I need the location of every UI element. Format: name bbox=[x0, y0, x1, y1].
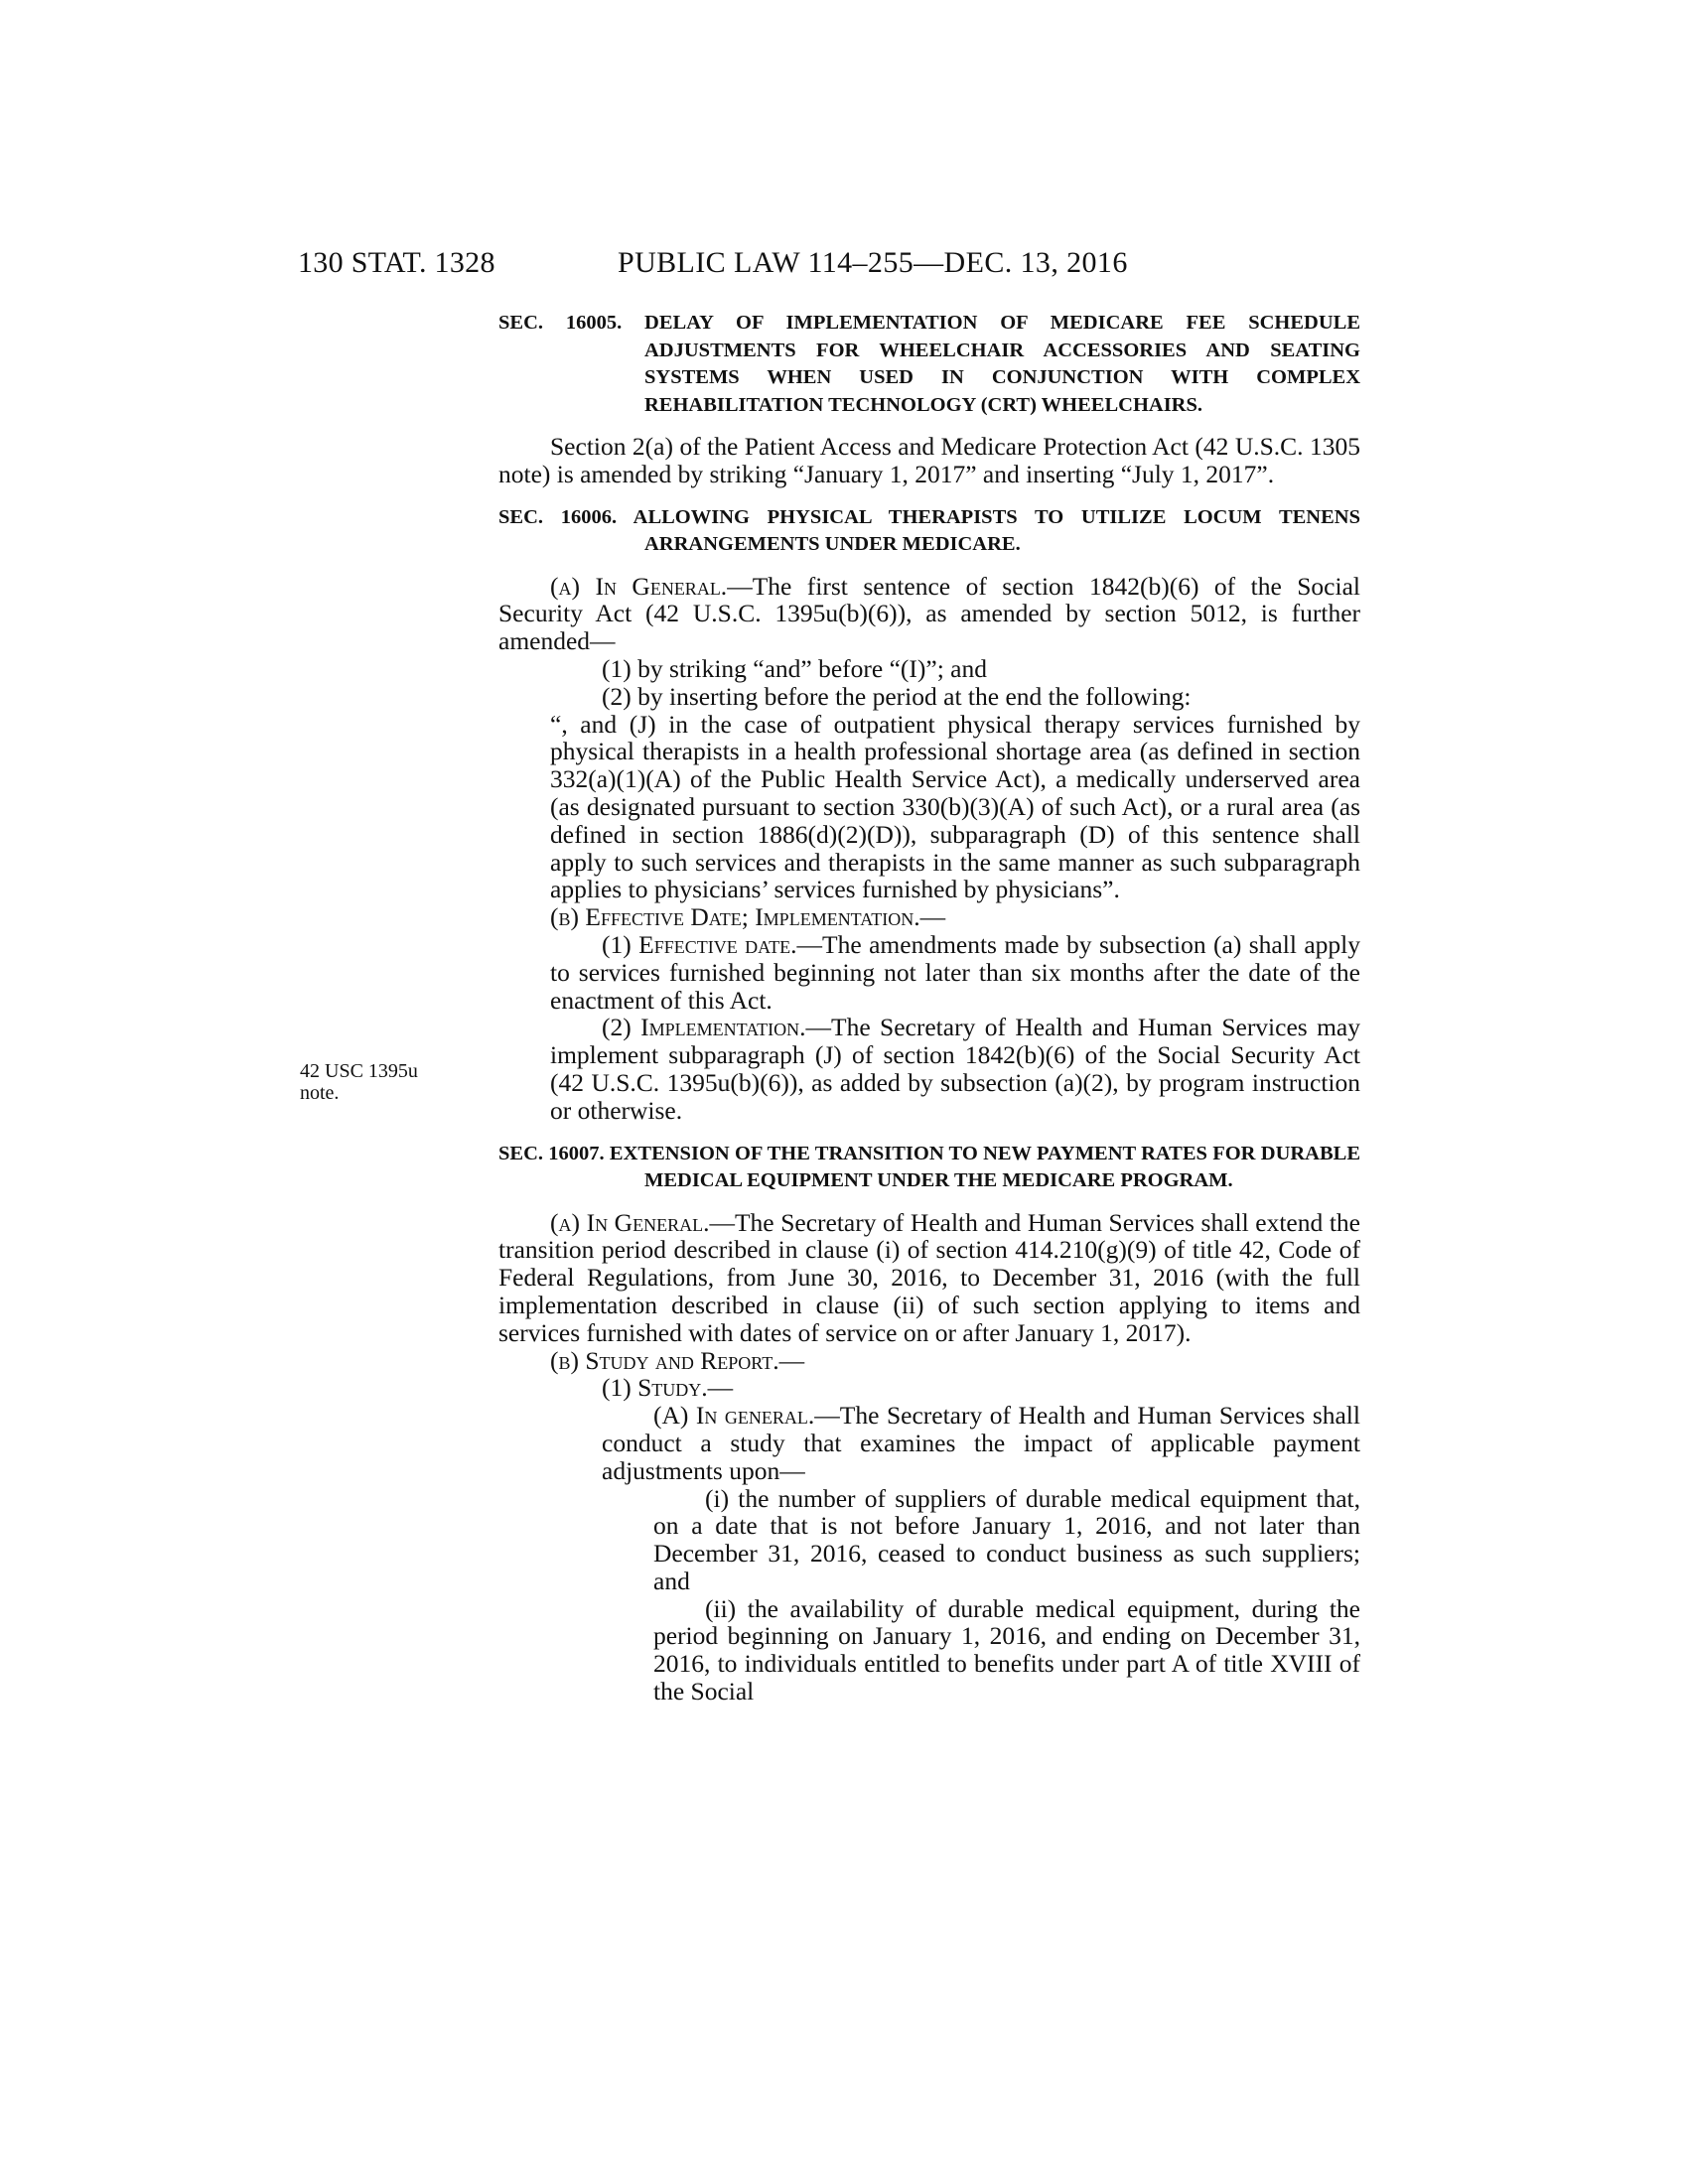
sec-16007-bii: (ii) the availability of durable medical equipment, during the period beginning on January 1, 2016, and ending on December 31, 2016, to individuals entitled to benefits under part A of title XVIII of the Social bbox=[653, 1593, 1360, 1706]
sec-16005-text: Section 2(a) of the Patient Access and Medicare Protection Act (42 U.S.C. 1305 note) is amended by striking “January 1, 2017” and inserting “July 1, 2017”. bbox=[498, 432, 1360, 488]
sec-16006-b1-label: (1) Effective date. bbox=[602, 929, 797, 959]
sec-16007-bi: (i) the number of suppliers of durable medical equipment that, on a date that is not before January 1, 2016, and not later than December 31, 2016, ceased to conduct business as such suppliers; and bbox=[653, 1483, 1360, 1595]
sec-16006-b1 bbox=[498, 931, 1360, 1014]
sec-16005-heading: SEC. 16005. DELAY OF IMPLEMENTATION OF MEDICARE FEE SCHEDULE ADJUSTMENTS FOR WHEELCHAIR ACCESSORIES AND SEATING SYSTEMS WHEN USED IN CONJUNCTION WITH COMPLEX REHABILITATION TECHNOLOGY (CRT) WHEELCHAIRS. bbox=[498, 312, 1360, 416]
margin-note-line1: 42 USC 1395u bbox=[300, 1060, 418, 1082]
sec-16006-b bbox=[498, 903, 1360, 931]
sec-16006-b-label: (b) Effective Date; Implementation. bbox=[550, 902, 920, 932]
sec-16007-b1-text: — bbox=[707, 1373, 734, 1403]
sec-16007-b bbox=[498, 1347, 1360, 1375]
margin-note bbox=[300, 1060, 449, 1104]
sec-16007-b1 bbox=[498, 1374, 1360, 1402]
stat-page-number: 130 STAT. 1328 bbox=[298, 246, 495, 279]
document-body bbox=[498, 310, 1360, 1706]
margin-note-line2: note. bbox=[300, 1082, 340, 1104]
sec-16007-bA-text: —The Secretary of Health and Human Services shall conduct a study that examines the impact of applicable payment adjustments upon— bbox=[602, 1401, 1360, 1485]
sec-16007-a-text: —The Secretary of Health and Human Services shall extend the transition period described in clause (i) of section 414.210(g)(9) of title 42, Code of Federal Regulations, from June 30, 2016, to December 31, 2016 (with the full implementation described in clause (ii) of such section applying to items and services furnished with dates of service on or after January 1, 2017). bbox=[498, 1207, 1360, 1347]
sec-16006-a-label: (a) In General. bbox=[550, 571, 728, 601]
sec-16007-a bbox=[498, 1209, 1360, 1347]
sec-16007-b-text: — bbox=[778, 1345, 805, 1375]
sec-16006-b2-text: —The Secretary of Health and Human Services may implement subparagraph (J) of section 1842(b)(6) of the Social Security Act (42 U.S.C. 1395u(b)(6)), as added by subsection (a)(2), by program instruction or otherwise. bbox=[550, 1013, 1360, 1125]
sec-16006-b-text: — bbox=[919, 902, 946, 932]
sec-16006-a2-lead: (2) by inserting before the period at the end the following: bbox=[602, 681, 1192, 711]
sec-16007-b-label: (b) Study and Report. bbox=[550, 1345, 779, 1375]
sec-16006-heading: SEC. 16006. ALLOWING PHYSICAL THERAPISTS TO UTILIZE LOCUM TENENS ARRANGEMENTS UNDER MEDICARE. bbox=[498, 505, 1360, 556]
sec-16006-b2-label: (2) Implementation. bbox=[602, 1013, 806, 1042]
page-header bbox=[0, 246, 1688, 286]
sec-16007-bA bbox=[498, 1402, 1360, 1484]
public-law-citation: PUBLIC LAW 114–255—DEC. 13, 2016 bbox=[618, 246, 1128, 279]
sec-16007-a-label: (a) In General. bbox=[550, 1207, 710, 1237]
sec-16006-b2 bbox=[498, 1014, 1360, 1124]
sec-16006-a1: (1) by striking “and” before “(I)”; and bbox=[602, 653, 987, 683]
sec-16007-heading: SEC. 16007. EXTENSION OF THE TRANSITION TO NEW PAYMENT RATES FOR DURABLE MEDICAL EQUIPMENT UNDER THE MEDICARE PROGRAM. bbox=[498, 1142, 1360, 1192]
sec-16006-a bbox=[498, 573, 1360, 655]
sec-16006-a-text: —The first sentence of section 1842(b)(6) of the Social Security Act (42 U.S.C. 1395u(b)(6)), as amended by section 5012, is further amended— bbox=[498, 571, 1360, 656]
sec-16007-b1-label: (1) Study. bbox=[602, 1373, 708, 1403]
sec-16007-bA-label: (A) In general. bbox=[653, 1401, 815, 1431]
sec-16006-a2-quote: “, and (J) in the case of outpatient physical therapy services furnished by physical therapists in a health professional shortage area (as defined in section 332(a)(1)(A) of the Public Health Service Act), a medically underserved area (as designated pursuant to section 330(b)(3)(A) of such Act), or a rural area (as defined in section 1886(d)(2)(D)), subparagraph (D) of this sentence shall apply to such services and therapists in the same manner as such subparagraph applies to physicians’ services furnished by physicians”. bbox=[550, 709, 1360, 904]
sec-16006-b1-text: —The amendments made by subsection (a) shall apply to services furnished beginning not later than six months after the date of the enactment of this Act. bbox=[550, 929, 1360, 1015]
